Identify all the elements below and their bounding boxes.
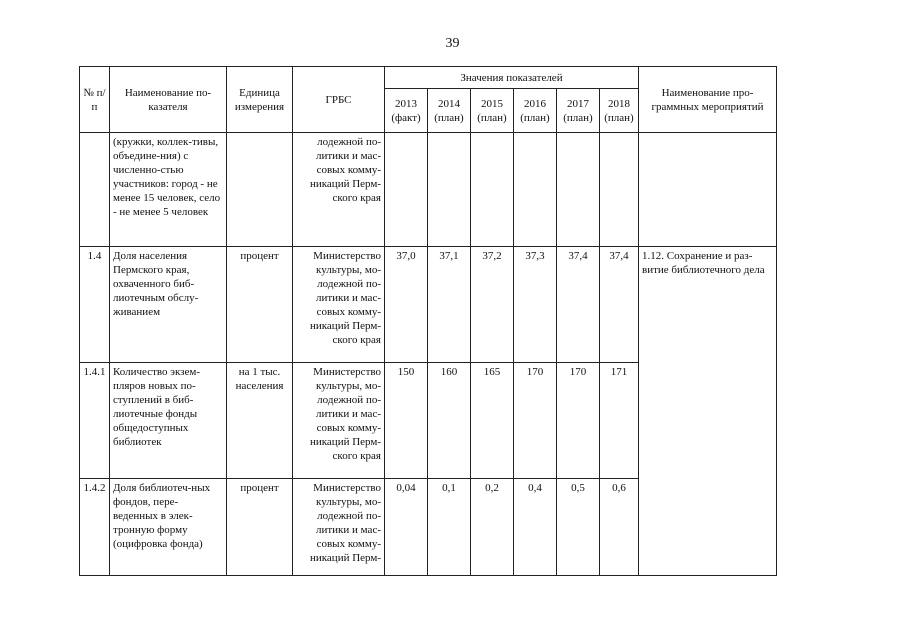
header-program: Наименование про-граммных мероприятий [639,67,777,133]
header-year-2017: 2017 (план) [557,89,600,133]
header-values-group: Значения показателей [385,67,639,89]
cell-grbs: Министерство культуры, мо-лодежной по-литики и мас-совых комму-никаций Перм- [293,479,385,576]
cell-value-2014: 0,1 [428,479,471,576]
cell-value-2018: 37,4 [600,247,639,363]
cell-num: 1.4.2 [80,479,110,576]
cell-value-2015 [471,133,514,247]
cell-value-2014 [428,133,471,247]
cell-value-2017: 170 [557,363,600,479]
cell-unit: процент [227,479,293,576]
cell-name: (кружки, коллек-тивы, объедине-ния) с численно-стью участников: город - не менее 15 человек, село - не менее 5 человек [110,133,227,247]
cell-program [639,133,777,247]
cell-value-2013: 0,04 [385,479,428,576]
header-year-2018: 2018 (план) [600,89,639,133]
cell-unit [227,133,293,247]
header-year-2014: 2014 (план) [428,89,471,133]
header-num: № п/п [80,67,110,133]
cell-value-2017: 37,4 [557,247,600,363]
cell-program: 1.12. Сохранение и раз-витие библиотечного дела [639,247,777,576]
indicators-table [79,66,777,576]
cell-value-2016: 0,4 [514,479,557,576]
cell-value-2015: 165 [471,363,514,479]
cell-name: Доля библиотеч-ных фондов, пере-веденных в элек-тронную форму (оцифровка фонда) [110,479,227,576]
table-row [80,133,777,247]
cell-value-2018: 0,6 [600,479,639,576]
header-grbs: ГРБС [293,67,385,133]
cell-unit: процент [227,247,293,363]
cell-value-2014: 160 [428,363,471,479]
cell-value-2017 [557,133,600,247]
cell-value-2017: 0,5 [557,479,600,576]
cell-value-2016: 37,3 [514,247,557,363]
table-row [80,247,777,363]
cell-value-2015: 0,2 [471,479,514,576]
cell-value-2018: 171 [600,363,639,479]
header-unit: Единица измерения [227,67,293,133]
cell-unit: на 1 тыс. населения [227,363,293,479]
cell-name: Доля населения Пермского края, охваченного биб-лиотечным обслу-живанием [110,247,227,363]
cell-value-2016: 170 [514,363,557,479]
cell-value-2013: 37,0 [385,247,428,363]
cell-num: 1.4 [80,247,110,363]
cell-value-2018 [600,133,639,247]
header-year-2016: 2016 (план) [514,89,557,133]
cell-num [80,133,110,247]
header-year-2013: 2013 (факт) [385,89,428,133]
cell-grbs: лодежной по-литики и мас-совых комму-никаций Перм-ского края [293,133,385,247]
cell-value-2013: 150 [385,363,428,479]
cell-value-2016 [514,133,557,247]
cell-value-2013 [385,133,428,247]
header-name: Наименование по-казателя [110,67,227,133]
header-year-2015: 2015 (план) [471,89,514,133]
cell-value-2014: 37,1 [428,247,471,363]
cell-name: Количество экзем-пляров новых по-ступлений в биб-лиотечные фонды общедоступных библиотек [110,363,227,479]
cell-grbs: Министерство культуры, мо-лодежной по-литики и мас-совых комму-никаций Перм-ского края [293,247,385,363]
page-number: 39 [445,36,460,51]
cell-grbs: Министерство культуры, мо-лодежной по-литики и мас-совых комму-никаций Перм-ского края [293,363,385,479]
cell-num: 1.4.1 [80,363,110,479]
cell-value-2015: 37,2 [471,247,514,363]
